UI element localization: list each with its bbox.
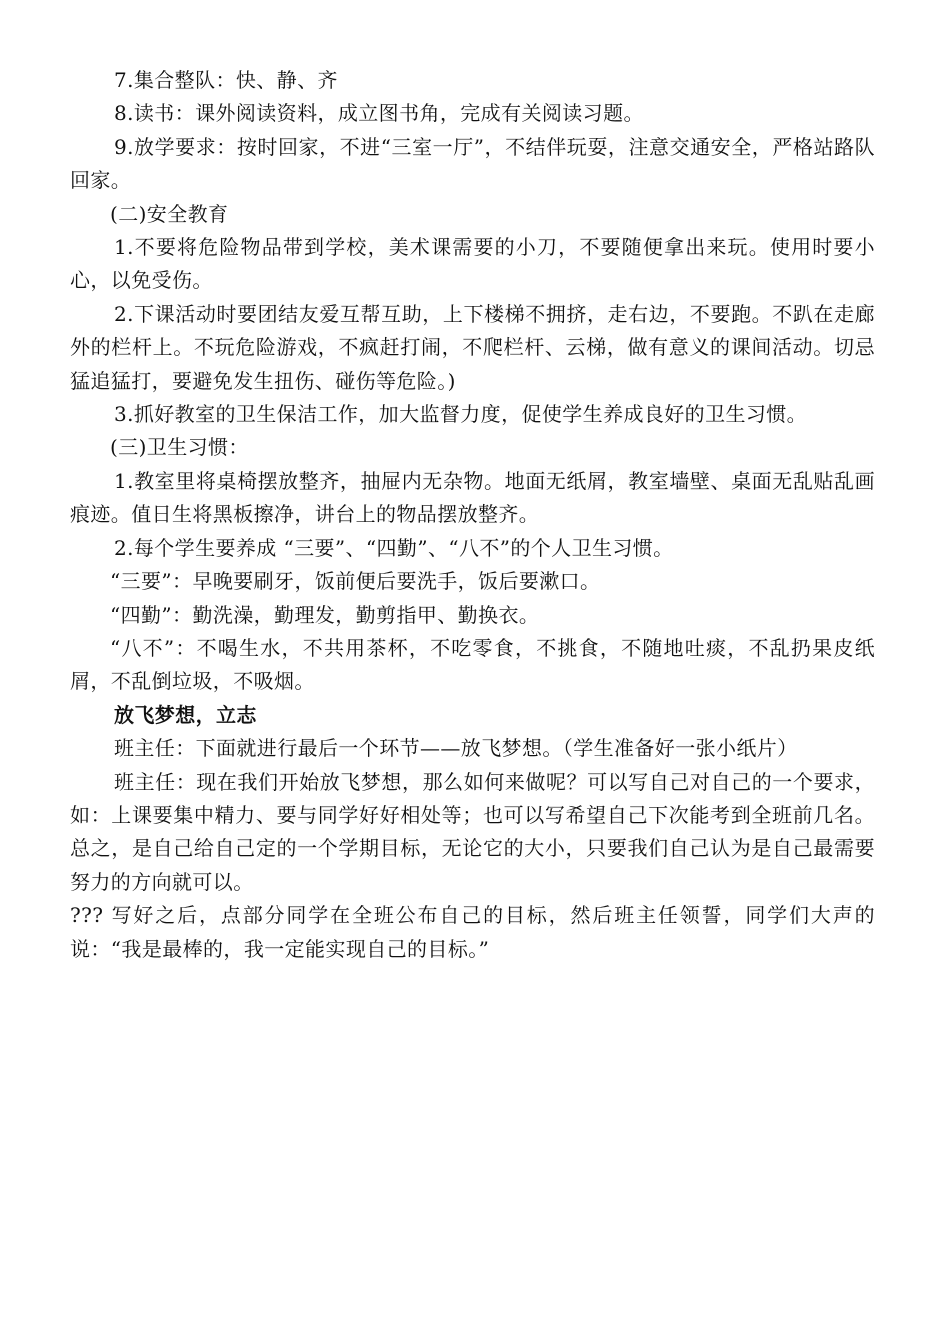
paragraph-assembly: 7.集合整队：快、静、齐 — [114, 68, 338, 92]
paragraph-closing: ??? 写好之后，点部分同学在全班公布自己的目标，然后班主任领誓，同学们大声的说：“我是最棒的，我一定能实现自己的目标。” — [70, 903, 875, 961]
paragraph-teacher-instructions: 班主任：现在我们开始放飞梦想，那么如何来做呢？可以写自己对自己的一个要求，如：上课要集中精力、要与同学好好相处等；也可以写希望自己下次能考到全班前几名。总之，是自己给自己定的一个学期目标，无论它的大小，只要我们自己认为是自己最需要努力的方向就可以。 — [70, 769, 875, 894]
paragraph-teacher-intro: 班主任：下面就进行最后一个环节——放飞梦想。（学生准备好一张小纸片） — [114, 736, 798, 761]
paragraph-reading: 8.读书：课外阅读资料，成立图书角，完成有关阅读习题。 — [114, 101, 644, 126]
paragraph-hygiene-2: 2.每个学生要养成 “三要”、“四勤”、“八不”的个人卫生习惯。 — [114, 535, 674, 560]
paragraph-hygiene-1: 1.教室里将桌椅摆放整齐，抽屉内无杂物。地面无纸屑，教室墙壁、桌面无乱贴乱画痕迹。值日生将黑板擦净，讲台上的物品摆放整齐。 — [70, 468, 875, 527]
section-heading-hygiene: (三)卫生习惯： — [110, 435, 249, 460]
paragraph-safety-3: 3.抓好教室的卫生保洁工作，加大监督力度，促使学生养成良好的卫生习惯。 — [114, 402, 808, 427]
document-body — [70, 64, 875, 966]
paragraph-dismissal: 9.放学要求：按时回家，不进“三室一厅”，不结伴玩耍，注意交通安全，严格站路队回家。 — [70, 134, 875, 193]
paragraph-safety-2: 2.下课活动时要团结友爱互帮互助，上下楼梯不拥挤，走右边，不要跑。不趴在走廊外的栏杆上。不玩危险游戏，不疯赶打闹，不爬栏杆、云梯，做有意义的课间活动。切忌猛追猛打，要避免发生扭伤、碰伤等危险。) — [70, 301, 875, 393]
paragraph-safety-1: 1.不要将危险物品带到学校，美术课需要的小刀，不要随便拿出来玩。使用时要小心，以免受伤。 — [70, 235, 875, 293]
paragraph-three-musts: “三要”：早晚要刷牙，饭前便后要洗手，饭后要漱口。 — [110, 569, 601, 594]
section-heading-safety: (二)安全教育 — [110, 201, 229, 226]
paragraph-eight-donts: “八不”：不喝生水，不共用茶杯，不吃零食，不挑食，不随地吐痰，不乱扔果皮纸屑，不乱倒垃圾，不吸烟。 — [70, 635, 875, 694]
section-heading-dreams: 放飞梦想，立志 — [114, 702, 257, 727]
paragraph-four-diligences: “四勤”：勤洗澡，勤理发，勤剪指甲、勤换衣。 — [110, 602, 540, 627]
